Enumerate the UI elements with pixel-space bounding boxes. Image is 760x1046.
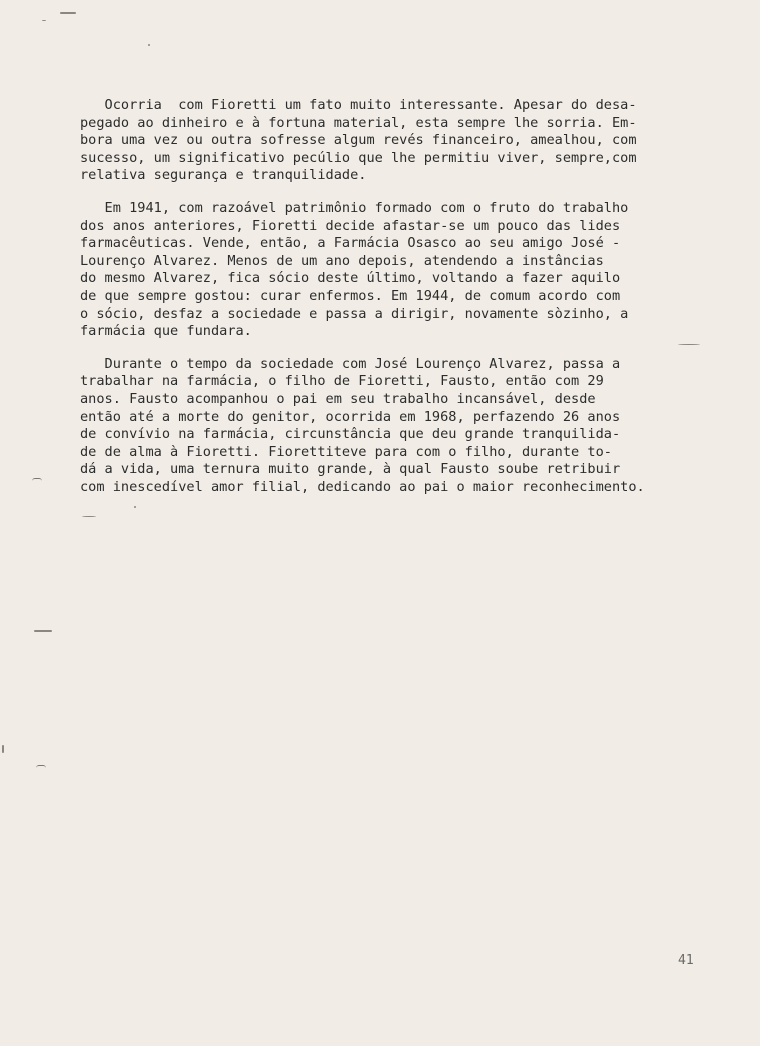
scan-speck: [82, 516, 96, 517]
text-line: trabalhar na farmácia, o filho de Fioretti, Fausto, então com 29: [80, 373, 604, 390]
text-line: o sócio, desfaz a sociedade e passa a dirigir, novamente sòzinho, a: [80, 305, 629, 322]
text-line: Ocorria com Fioretti um fato muito interessante. Apesar do desa-: [80, 97, 637, 113]
text-line: Durante o tempo da sociedade com José Lourenço Alvarez, passa a: [80, 355, 621, 372]
text-line: dos anos anteriores, Fioretti decide afastar-se um pouco das lides: [80, 217, 621, 234]
scan-speck: [42, 20, 46, 21]
text-line: farmácia que fundara.: [80, 323, 252, 340]
scan-speck: [34, 630, 52, 632]
text-line: dá a vida, uma ternura muito grande, à qual Fausto soube retribuir: [80, 461, 621, 478]
text-line: Em 1941, com razoável patrimônio formado com o fruto do trabalho: [80, 199, 629, 216]
paragraph-1: [80, 97, 728, 185]
scan-speck: [148, 44, 150, 46]
scan-speck: [2, 745, 4, 753]
scan-speck: [60, 12, 76, 14]
text-line: de que sempre gostou: curar enfermos. Em 1944, de comum acordo com: [80, 287, 621, 304]
scan-speck: [678, 344, 700, 345]
text-line: relativa segurança e tranquilidade.: [80, 167, 367, 184]
text-line: do mesmo Alvarez, fica sócio deste último, voltando a fazer aquilo: [80, 270, 621, 287]
body-text: [80, 97, 728, 511]
text-line: farmacêuticas. Vende, então, a Farmácia Osasco ao seu amigo José -: [80, 235, 621, 252]
scan-speck: [134, 506, 136, 508]
paragraph-2: [80, 200, 728, 341]
scan-speck: [36, 765, 46, 769]
text-line: pegado ao dinheiro e à fortuna material, esta sempre lhe sorria. Em-: [80, 114, 637, 131]
text-line: de de alma à Fioretti. Fiorettiteve para com o filho, durante to-: [80, 443, 612, 460]
scan-speck: [32, 478, 42, 482]
text-line: Lourenço Alvarez. Menos de um ano depois, atendendo a instâncias: [80, 252, 604, 269]
text-line: anos. Fausto acompanhou o pai em seu trabalho incansável, desde: [80, 390, 596, 407]
text-line: com inescedível amor filial, dedicando ao pai o maior reconhecimento.: [80, 478, 645, 495]
paragraph-3: [80, 356, 728, 497]
text-line: de convívio na farmácia, circunstância que deu grande tranquilida-: [80, 426, 621, 443]
text-line: bora uma vez ou outra sofresse algum revés financeiro, amealhou, com: [80, 132, 637, 149]
page-number: 41: [678, 953, 694, 968]
text-line: então até a morte do genitor, ocorrida em 1968, perfazendo 26 anos: [80, 408, 621, 425]
text-line: sucesso, um significativo pecúlio que lhe permitiu viver, sempre,com: [80, 149, 637, 166]
